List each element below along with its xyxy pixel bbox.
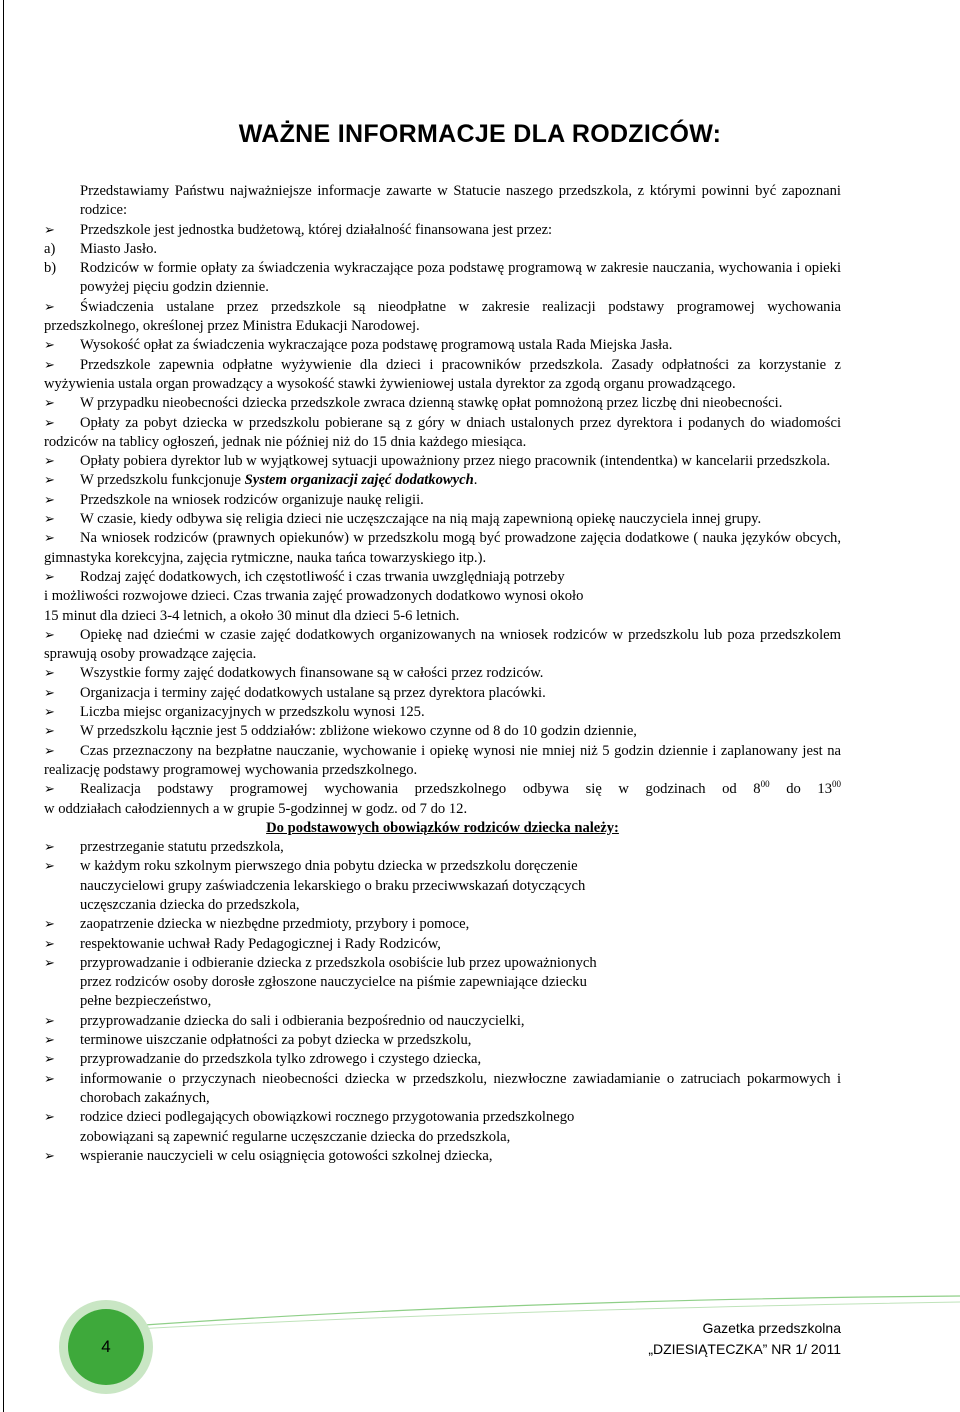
arrowhead-bullet-icon: ➢ (44, 338, 55, 354)
list-item: ➢ rodzice dzieci podlegających obowiązkowi rocznego przygotowania przedszkolnego (44, 1108, 841, 1127)
list-item: ➢ Realizacja podstawy programowej wychowania przedszkolnego odbywa się w godzinach od $8^{00}$ do $13^{00}$ (44, 780, 841, 799)
arrowhead-bullet-icon: ➢ (44, 473, 55, 489)
arrowhead-bullet-icon: ➢ (44, 1013, 55, 1029)
arrowhead-bullet-icon: ➢ (44, 454, 55, 470)
sub-item-a: a) Miasto Jasło. (44, 240, 158, 257)
list-item-text: Czas przeznaczony na bezpłatne nauczanie, wychowanie i opiekę wynosi nie mniej niż 5 godzin dziennie i zaplanowany jest na realizację podstawy programowej wychowania przedszkolnego. (44, 742, 841, 778)
list-item-continuation: nauczycielowi grupy zaświadczenia lekarskiego o braku przeciwwskazań dotyczących (80, 877, 586, 894)
list-item: ➢ w każdym roku szkolnym pierwszego dnia pobytu dziecka w przedszkolu doręczenie (44, 857, 841, 876)
list-item: ➢ Organizacja i terminy zajęć dodatkowych ustalane są przez dyrektora placówki. (44, 684, 841, 703)
list-item: ➢ Wysokość opłat za świadczenia wykraczające poza podstawę programową ustala Rada Miejska Jasła. (44, 336, 841, 355)
footer-line-2: „DZIESIĄTECZKA” NR 1/ 2011 (648, 1341, 841, 1357)
arrowhead-bullet-icon: ➢ (44, 936, 55, 952)
list-item: ➢ przestrzeganie statutu przedszkola, (44, 838, 841, 857)
list-item-text: Przedszkole zapewnia odpłatne wyżywienie dla dzieci i pracowników przedszkola. Zasady odpłatności za korzystanie z wyżywienia ustala organ prowadzący a wysokość stawki żywieniowej ustala dyrektor za zgodą organu prowadzącego. (44, 356, 841, 392)
list-item: ➢ informowanie o przyczynach nieobecności dziecka w przedszkolu, niezwłoczne zawiadamianie o zatruciach pokarmowych i chorobach zakaźnych, (44, 1070, 841, 1109)
main-content (44, 182, 841, 1166)
arrowhead-bullet-icon: ➢ (44, 685, 55, 701)
list-item: ➢ wspieranie nauczycieli w celu osiągnięcia gotowości szkolnej dziecka, (44, 1147, 841, 1166)
list-item: ➢ Rodzaj zajęć dodatkowych, ich częstotliwość i czas trwania uwzględniają potrzeby (44, 568, 841, 587)
arrowhead-bullet-icon: ➢ (44, 840, 55, 856)
arrowhead-bullet-icon: ➢ (44, 357, 55, 373)
list-item: ➢ terminowe uiszczanie odpłatności za pobyt dziecka w przedszkolu, (44, 1031, 841, 1050)
footer-line-1: Gazetka przedszkolna (702, 1320, 841, 1336)
list-item: ➢ W przedszkolu funkcjonuje System organizacji zajęć dodatkowych. (44, 471, 841, 490)
list-item: ➢ W przedszkolu łącznie jest 5 oddziałów: zbliżone wiekowo czynne od 8 do 10 godzin dziennie, (44, 722, 841, 741)
arrowhead-bullet-icon: ➢ (44, 1071, 55, 1087)
arrowhead-bullet-icon: ➢ (44, 492, 55, 508)
arrowhead-bullet-icon: ➢ (44, 859, 55, 875)
footer-publication (648, 1318, 841, 1360)
arrowhead-bullet-icon: ➢ (44, 1052, 55, 1068)
list-item: ➢ przyprowadzanie do przedszkola tylko zdrowego i czystego dziecka, (44, 1050, 841, 1069)
page-number-badge: 4 (68, 1309, 144, 1385)
list-item-continuation: pełne bezpieczeństwo, (80, 993, 212, 1010)
arrowhead-bullet-icon: ➢ (44, 222, 55, 238)
list-item: ➢ zaopatrzenie dziecka w niezbędne przedmioty, przybory i pomoce, (44, 915, 841, 934)
list-item-text: Na wniosek rodziców (prawnych opiekunów) w przedszkolu mogą być prowadzone zajęcia dodatkowe ( nauka języków obcych, gimnastyka korekcyjna, zajęcia rytmiczne, nauka tańca towarzyskiego itp.). (44, 530, 841, 566)
arrowhead-bullet-icon: ➢ (44, 1033, 55, 1049)
list-item-text: Opłaty za pobyt dziecka w przedszkolu pobierane są z góry w dniach ustalonych przez dyrektora i podanych do wiadomości rodziców na tablicy ogłoszeń, jednak nie później niż do 15 dnia każdego miesiąca. (44, 414, 841, 450)
list-item-continuation: zobowiązani są zapewnić regularne uczęszczanie dziecka do przedszkola, (80, 1128, 511, 1145)
arrowhead-bullet-icon: ➢ (44, 627, 55, 643)
list-item-text: Opiekę nad dziećmi w czasie zajęć dodatkowych organizowanych na wniosek rodziców w przedszkolu lub poza przedszkolem sprawują osoby prowadzące zajęcia. (44, 626, 841, 663)
arrowhead-bullet-icon: ➢ (44, 531, 55, 547)
left-margin-rule (3, 0, 4, 1412)
list-item-text: Świadczenia ustalane przez przedszkole są nieodpłatne w zakresie realizacji podstawy programowej wychowania przedszkolnego, określonej przez Ministra Edukacji Narodowej. (44, 298, 841, 335)
list-item: ➢ Wszystkie formy zajęć dodatkowych finansowane są w całości przez rodziców. (44, 664, 841, 683)
arrowhead-bullet-icon: ➢ (44, 705, 55, 721)
list-item-text: Opłaty pobiera dyrektor lub w wyjątkowej sytuacji upoważniony przez niego pracownik (intendentka) w kancelarii przedszkola. (80, 453, 831, 470)
arrowhead-bullet-icon: ➢ (44, 782, 55, 798)
list-item-continuation: przez rodziców osoby dorosłe zgłoszone nauczycielce na piśmie zapewniające dziecku (80, 974, 587, 991)
list-item-text: W czasie, kiedy odbywa się religia dzieci nie uczęszczające na nią mają zapewnioną opiekę nauczyciela innej grupy. (80, 511, 762, 528)
arrowhead-bullet-icon: ➢ (44, 743, 55, 759)
intro-paragraph: Przedstawiamy Państwu najważniejsze informacje zawarte w Statucie naszego przedszkola, z którymi powinni być zapoznani rodzice: (80, 183, 841, 219)
arrowhead-bullet-icon: ➢ (44, 396, 55, 412)
list-item-text: 15 minut dla dzieci 3-4 letnich, a około 30 minut dla dzieci 5-6 letnich. (44, 607, 460, 624)
arrowhead-bullet-icon: ➢ (44, 917, 55, 933)
arrowhead-bullet-icon: ➢ (44, 1148, 55, 1164)
list-item: ➢ respektowanie uchwał Rady Pedagogicznej i Rady Rodziców, (44, 935, 841, 954)
arrowhead-bullet-icon: ➢ (44, 512, 55, 528)
list-item-text: w oddziałach całodziennych a w grupie 5-godzinnej w godz. od 7 do 12. (44, 800, 468, 817)
arrowhead-bullet-icon: ➢ (44, 724, 55, 740)
arrowhead-bullet-icon: ➢ (44, 1110, 55, 1126)
list-item: ➢ przyprowadzanie i odbieranie dziecka z przedszkola osobiście lub przez upoważnionych (44, 954, 841, 973)
list-item-text: W przypadku nieobecności dziecka przedszkole zwraca dzienną stawkę opłat pomnożoną przez liczbę dni nieobecności. (80, 395, 783, 412)
list-item: ➢ przyprowadzanie dziecka do sali i odbierania bezpośrednio od nauczycielki, (44, 1012, 841, 1031)
list-item: ➢ Liczba miejsc organizacyjnych w przedszkolu wynosi 125. (44, 703, 841, 722)
list-item: ➢ Przedszkole na wniosek rodziców organizuje naukę religii. (44, 491, 841, 510)
page-title: WAŻNE INFORMACJE DLA RODZICÓW: (238, 120, 722, 148)
list-item-continuation: uczęszczania dziecka do przedszkola, (80, 896, 300, 913)
system-name: System organizacji zajęć dodatkowych (244, 472, 474, 489)
arrowhead-bullet-icon: ➢ (44, 666, 55, 682)
arrowhead-bullet-icon: ➢ (44, 299, 55, 315)
arrowhead-bullet-icon: ➢ (44, 415, 55, 431)
duties-list (44, 838, 841, 1166)
duties-heading: Do podstawowych obowiązków rodziców dziecka należy: (266, 819, 619, 836)
sub-item-b: b) Rodziców w formie opłaty za świadczenia wykraczające poza podstawę programową w zakresie nauczania, wychowania i opieki powyżej pięciu godzin dziennie. (44, 260, 841, 296)
arrowhead-bullet-icon: ➢ (44, 569, 55, 585)
arrowhead-bullet-icon: ➢ (44, 955, 55, 971)
list-item-text: i możliwości rozwojowe dzieci. Czas trwania zajęć prowadzonych dodatkowo wynosi około (44, 588, 584, 605)
list-item: ➢ Przedszkole jest jednostka budżetową, której działalność finansowana jest przez: (44, 221, 841, 240)
